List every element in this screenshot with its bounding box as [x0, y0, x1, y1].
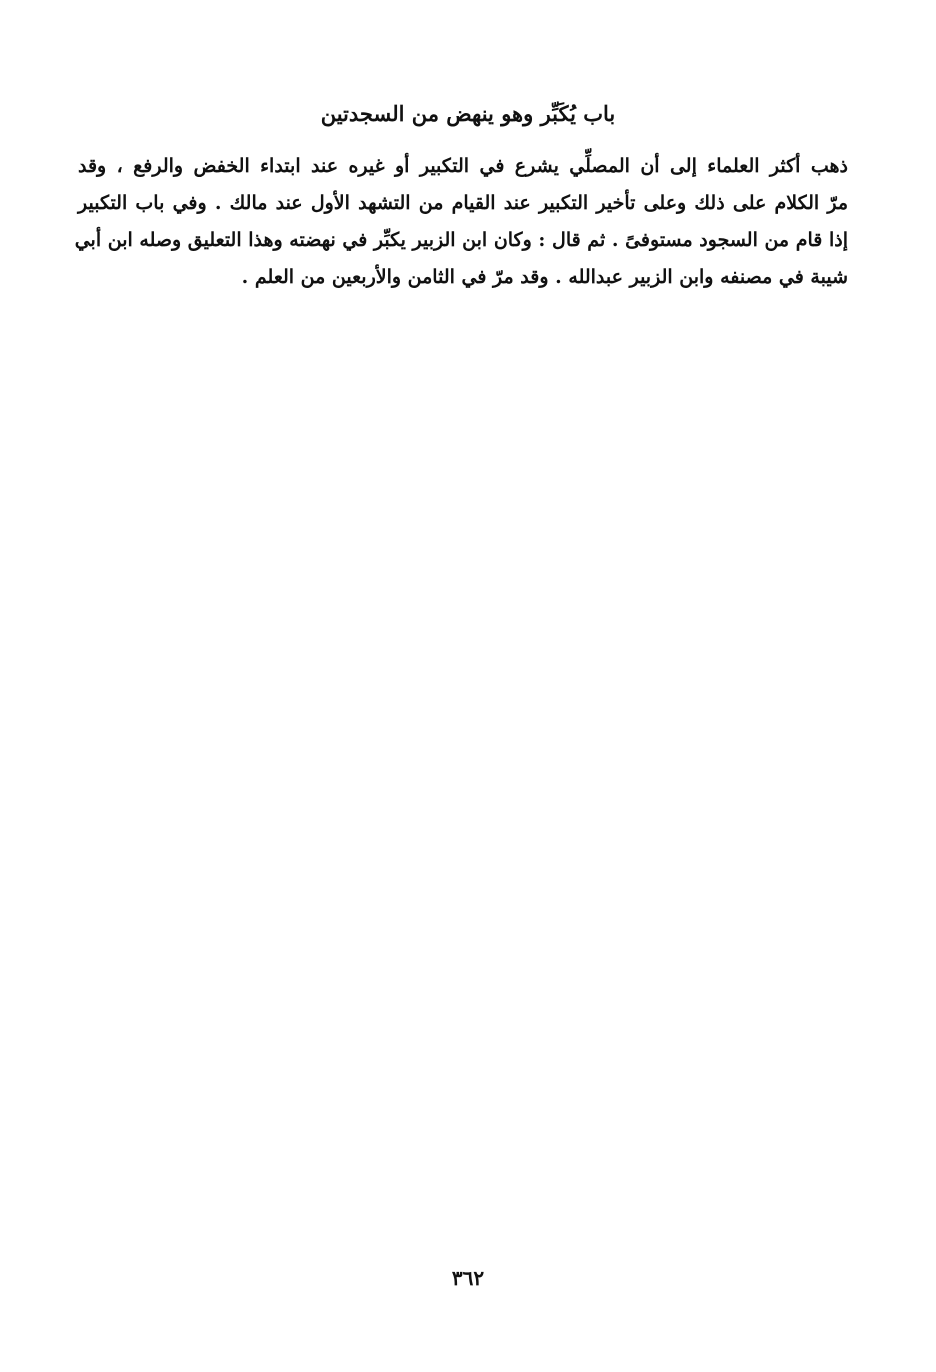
chapter-heading: باب يُكَبِّر وهو ينهض من السجدتين	[320, 101, 616, 126]
paragraph-line: شيبة في مصنفه وابن الزبير عبدالله . وقد مرّ في الثامن والأربعين من العلم .	[241, 266, 848, 288]
page-number: ٣٦٢	[451, 1266, 485, 1290]
paragraph-line: مرّ الكلام على ذلك وعلى تأخير التكبير عند القيام من التشهد الأول عند مالك . وفي باب التكبير	[78, 192, 848, 214]
paragraph-line: إذا قام من السجود مستوفىً . ثم قال : وكان ابن الزبير يكبِّر في نهضته وهذا التعليق وصله ابن أبي	[74, 229, 848, 251]
body-paragraph	[74, 148, 848, 296]
paragraph-line: ذهب أكثر العلماء إلى أن المصلِّي يشرع في التكبير أو غيره عند ابتداء الخفض والرفع ، وقد	[78, 155, 848, 177]
